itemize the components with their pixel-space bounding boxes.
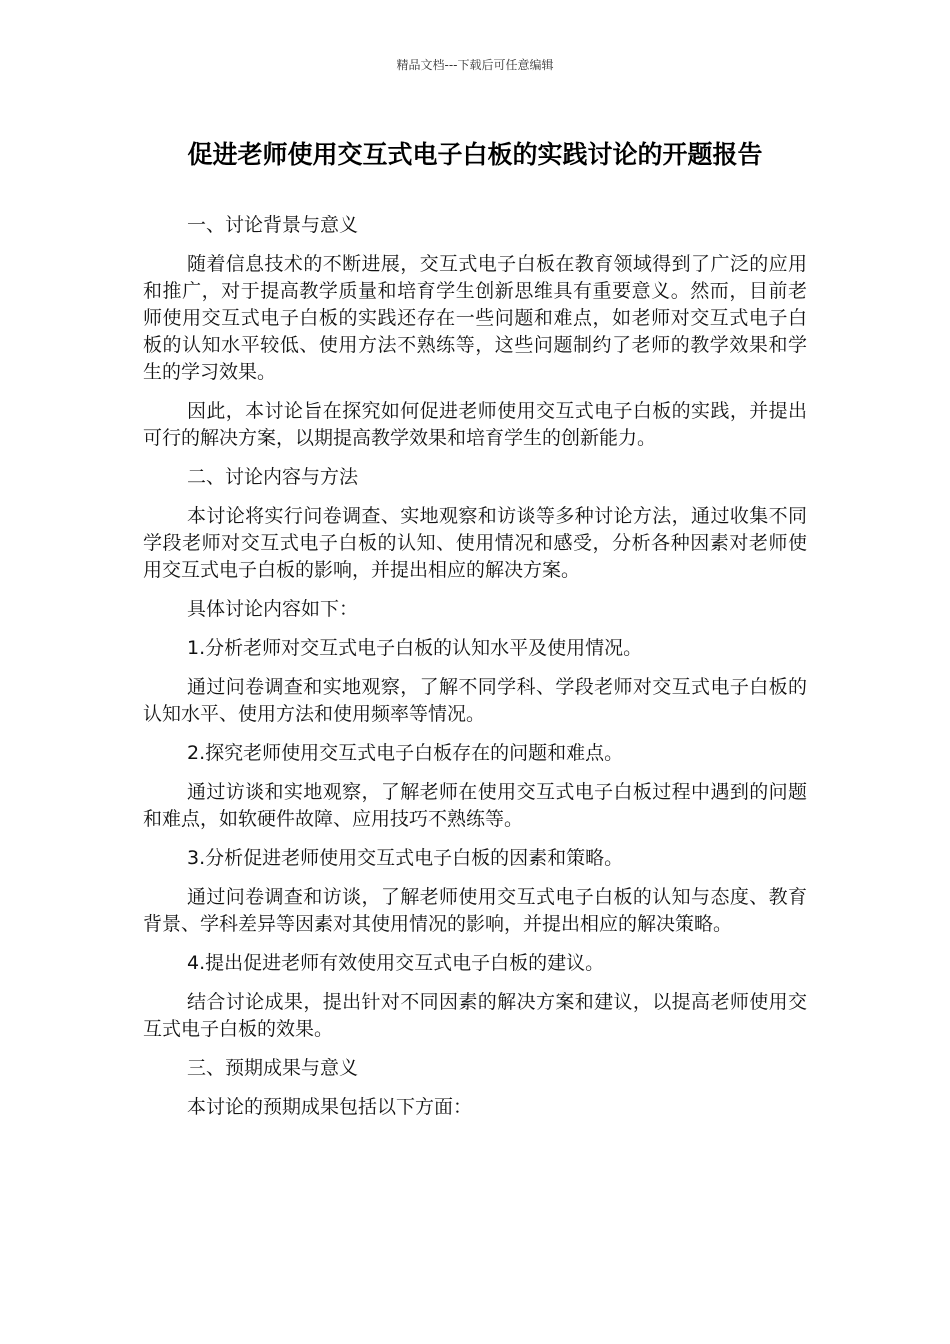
- paragraph-background: 随着信息技术的不断进展，交互式电子白板在教育领域得到了广泛的应用和推广，对于提高教学质量和培育学生创新思维具有重要意义。然而，目前老师使用交互式电子白板的实践还存在一些问题和难点，如老师对交互式电子白板的认知水平较低、使用方法不熟练等，这些问题制约了老师的教学效果和学生的学习效果。: [143, 253, 807, 383]
- list-item-4-detail: 结合讨论成果，提出针对不同因素的解决方案和建议，以提高老师使用交互式电子白板的效果。: [143, 991, 807, 1040]
- paragraph-outcomes-intro: 本讨论的预期成果包括以下方面：: [187, 1096, 473, 1118]
- list-item-2-detail: 通过访谈和实地观察，了解老师在使用交互式电子白板过程中遇到的问题和难点，如软硬件故障、应用技巧不熟练等。: [143, 781, 807, 830]
- section-heading-background: 一、讨论背景与意义: [187, 214, 359, 236]
- paragraph-content-intro: 具体讨论内容如下：: [187, 598, 359, 620]
- section-heading-outcomes: 三、预期成果与意义: [187, 1057, 359, 1079]
- list-item-2: 2.探究老师使用交互式电子白板存在的问题和难点。: [187, 742, 624, 764]
- list-item-3-detail: 通过问卷调查和访谈，了解老师使用交互式电子白板的认知与态度、教育背景、学科差异等因素对其使用情况的影响，并提出相应的解决策略。: [143, 886, 807, 935]
- document-title: 促进老师使用交互式电子白板的实践讨论的开题报告: [187, 140, 763, 169]
- list-item-3: 3.分析促进老师使用交互式电子白板的因素和策略。: [187, 847, 624, 869]
- list-item-1: 1.分析老师对交互式电子白板的认知水平及使用情况。: [187, 637, 643, 659]
- paragraph-purpose: 因此，本讨论旨在探究如何促进老师使用交互式电子白板的实践，并提出可行的解决方案，以期提高教学效果和培育学生的创新能力。: [143, 400, 807, 449]
- document-body: [143, 212, 807, 1133]
- section-heading-content-method: 二、讨论内容与方法: [187, 466, 359, 488]
- header-note: 精品文档---下载后可任意编辑: [396, 58, 554, 72]
- paragraph-method: 本讨论将实行问卷调查、实地观察和访谈等多种讨论方法，通过收集不同学段老师对交互式电子白板的认知、使用情况和感受，分析各种因素对老师使用交互式电子白板的影响，并提出相应的解决方案。: [143, 505, 807, 581]
- list-item-4: 4.提出促进老师有效使用交互式电子白板的建议。: [187, 952, 605, 974]
- list-item-1-detail: 通过问卷调查和实地观察，了解不同学科、学段老师对交互式电子白板的认知水平、使用方法和使用频率等情况。: [143, 676, 807, 725]
